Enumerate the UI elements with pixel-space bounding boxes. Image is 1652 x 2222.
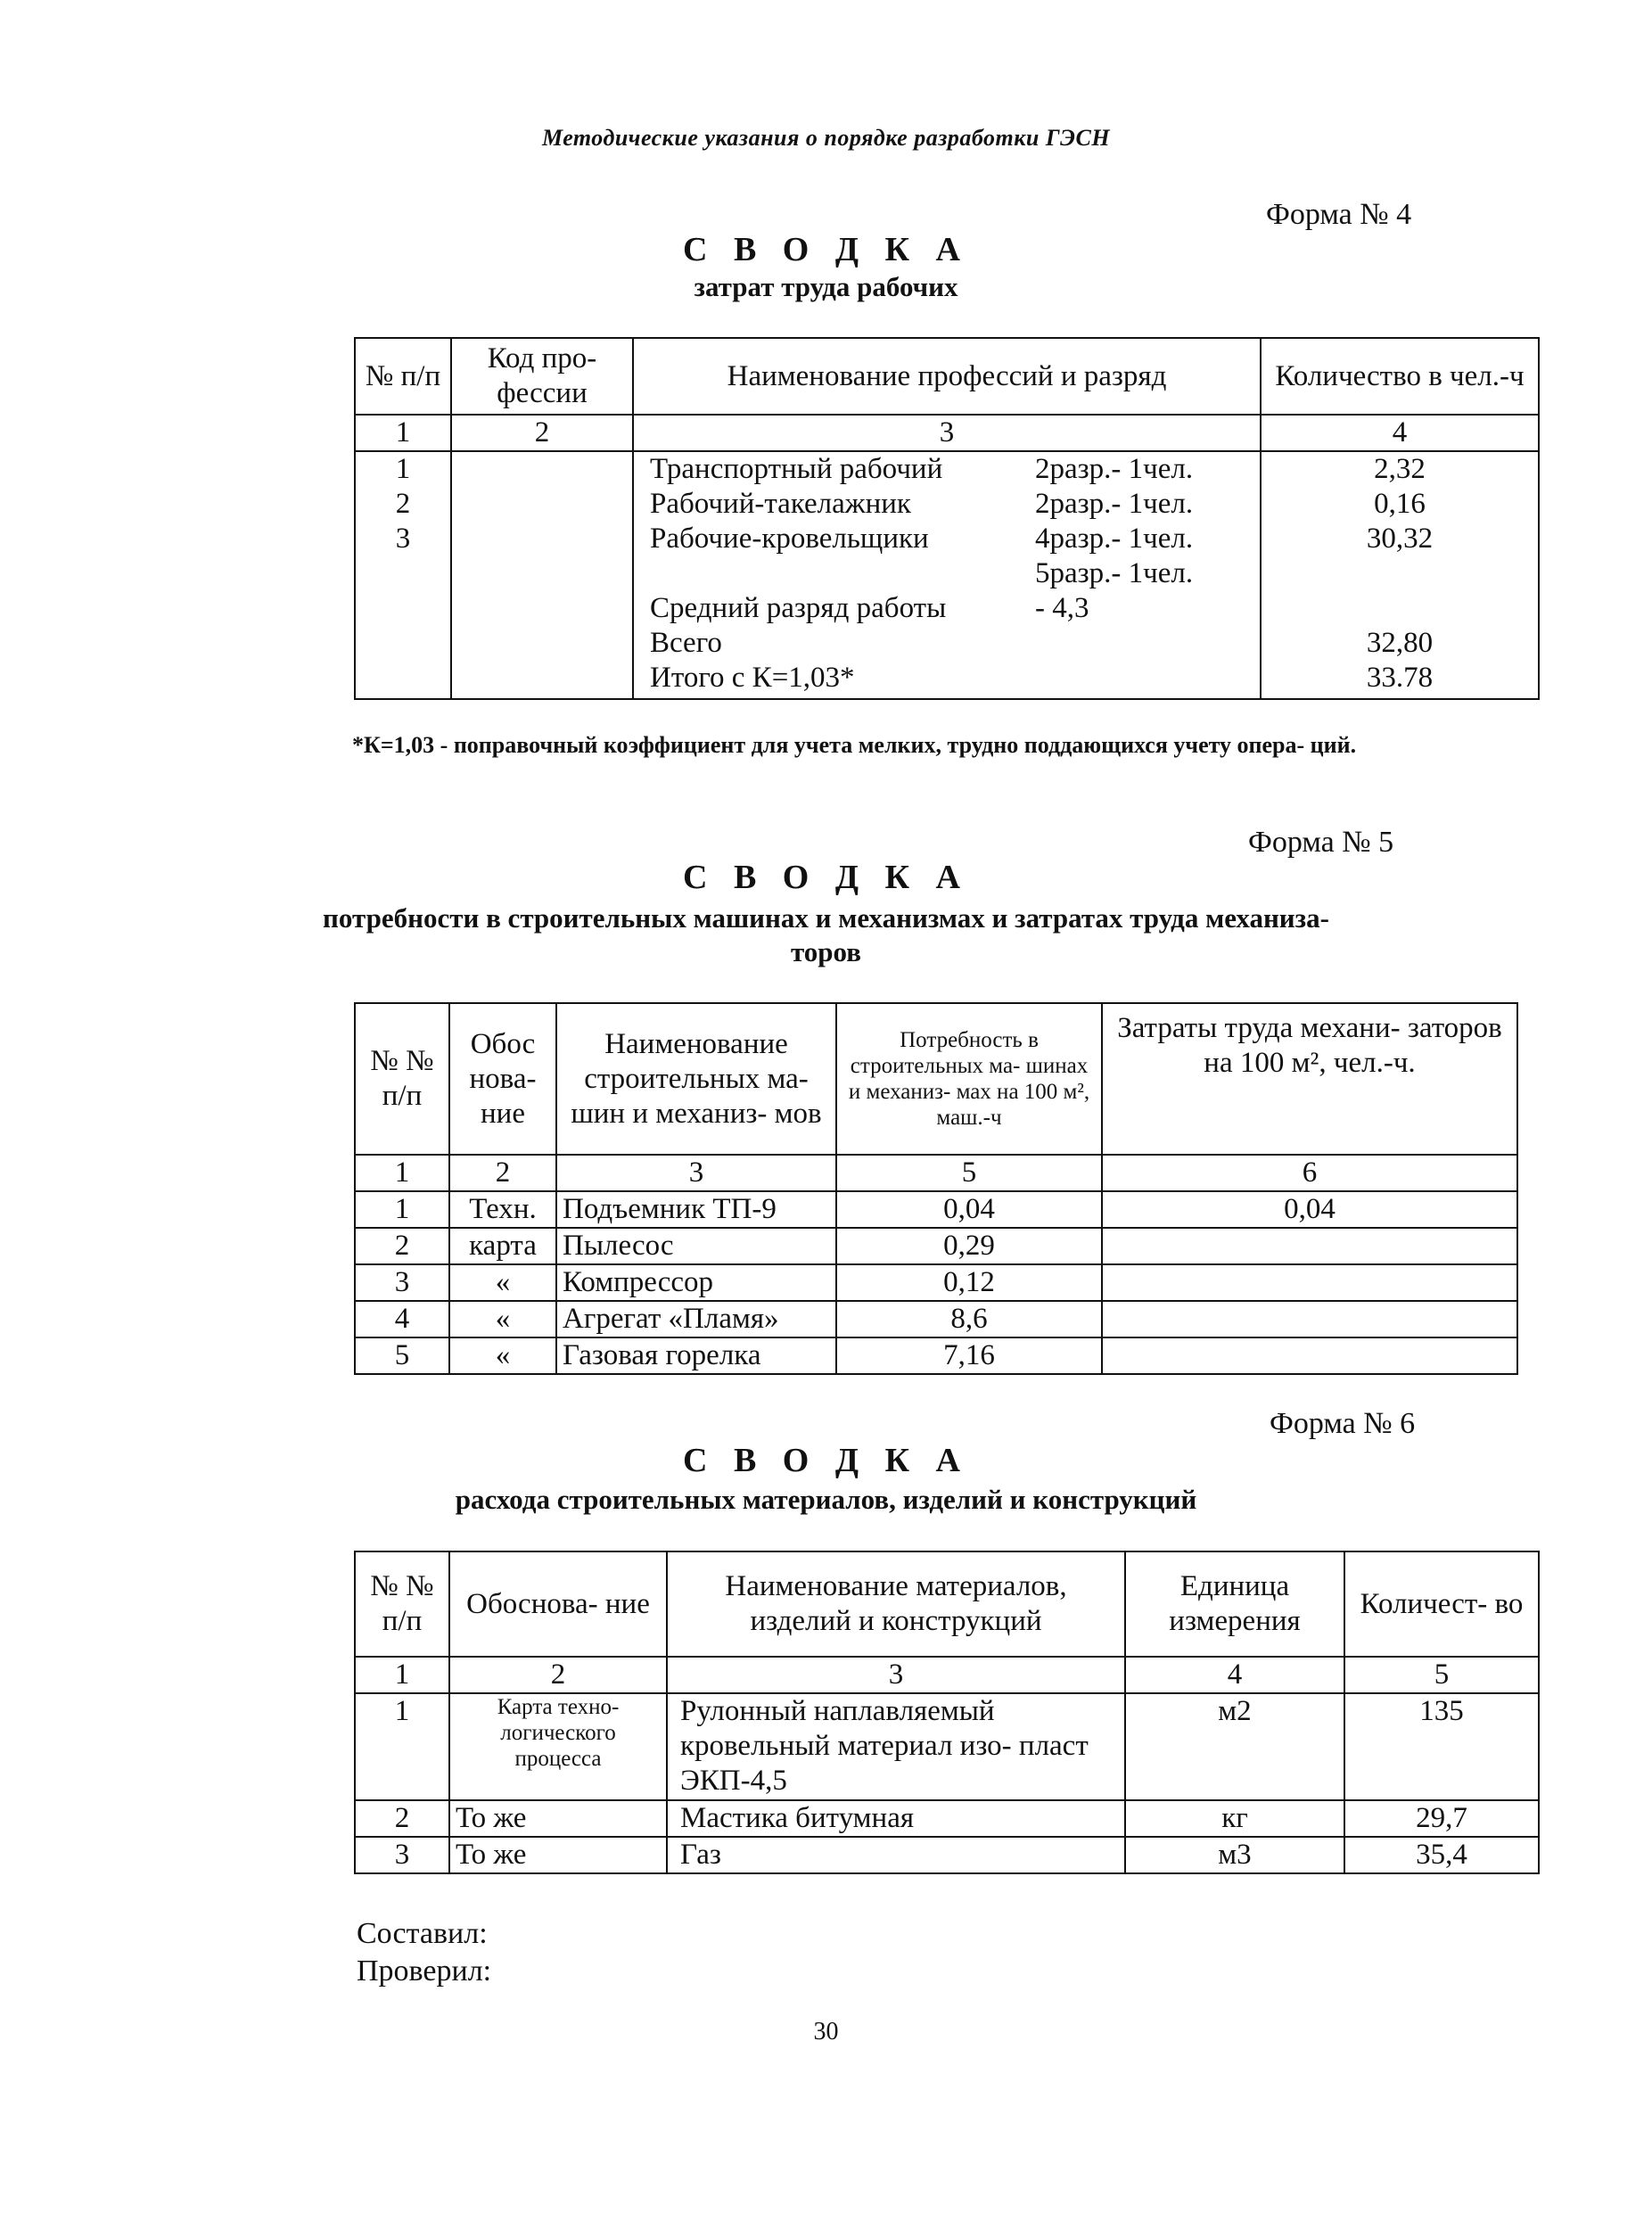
form6-row-num: 2: [355, 1800, 449, 1837]
form5-row-labor: 0,04: [1102, 1191, 1517, 1228]
form6-row-basis: Карта техно- логического процесса: [449, 1693, 667, 1800]
form5-row-name: Агрегат «Пламя»: [556, 1301, 836, 1337]
form4-header-qty: Количество в чел.-ч: [1261, 338, 1539, 415]
form4-table: [354, 337, 1540, 700]
form4-grade: 4разр.- 1чел.: [1035, 523, 1194, 555]
form5-row-labor: [1102, 1337, 1517, 1374]
form5-row-name: Газовая горелка: [556, 1337, 836, 1374]
signature-composed: Составил:: [357, 1917, 488, 1950]
form5-row-need: 0,04: [836, 1191, 1102, 1228]
form5-row-num: 1: [355, 1191, 449, 1228]
form5-row-labor: [1102, 1228, 1517, 1264]
table-row: [355, 1228, 1517, 1264]
form6-row-unit: кг: [1125, 1800, 1344, 1837]
form6-row-unit: м3: [1125, 1837, 1344, 1873]
form5-colnum: 1: [355, 1155, 449, 1191]
form5-header-need: Потребность в строительных ма- шинах и механиз- мах на 100 м², маш.-ч: [836, 1003, 1102, 1155]
form5-row-need: 0,29: [836, 1228, 1102, 1264]
form5-header-basis: Обос нова- ние: [449, 1003, 556, 1155]
footnote: *К=1,03 - поправочный коэффициент для учета мелких, трудно поддающихся учету опера- ций.: [352, 732, 1357, 758]
form4-header-code: Код про- фессии: [451, 338, 633, 415]
running-header: Методические указания о порядке разработки ГЭСН: [541, 125, 1111, 151]
form5-row-labor: [1102, 1301, 1517, 1337]
form4-total-label: Всего: [650, 627, 722, 659]
table-row: [355, 1800, 1539, 1837]
form5-row-num: 3: [355, 1264, 449, 1301]
form6-colnum: 4: [1125, 1657, 1344, 1693]
form4-profession: Рабочие-кровельщики: [650, 523, 929, 555]
form6-header-unit: Единица измерения: [1125, 1551, 1344, 1657]
form5-colnum: 2: [449, 1155, 556, 1191]
form4-qty: 0,16: [1374, 488, 1426, 520]
form6-row-name: Рулонный наплавляемый кровельный материал изо- пласт ЭКП-4,5: [667, 1693, 1125, 1800]
form6-row-num: 1: [355, 1693, 449, 1800]
form5-row-basis: «: [449, 1301, 556, 1337]
form4-row-num: 3: [395, 523, 411, 555]
form5-row-name: Пылесос: [556, 1228, 836, 1264]
form5-subtitle-line2: торов: [790, 936, 862, 967]
form6-row-basis: То же: [449, 1837, 667, 1873]
form4-grade: 2разр.- 1чел.: [1035, 488, 1194, 520]
form4-qty: 30,32: [1366, 523, 1434, 555]
form6-row-qty: 35,4: [1344, 1837, 1539, 1873]
form5-subtitle-line1: потребности в строительных машинах и механизмах и затратах труда механиза-: [323, 902, 1329, 934]
form4-profession: Рабочий-такелажник: [650, 488, 911, 520]
form4-grade: 2разр.- 1чел.: [1035, 453, 1194, 485]
form6-row-qty: 29,7: [1344, 1800, 1539, 1837]
form4-row-num: 2: [395, 488, 411, 520]
form4-qty: 32,80: [1366, 627, 1434, 659]
form4-row-num: 1: [395, 453, 411, 485]
form5-header-labor: Затраты труда механи- заторов на 100 м², чел.-ч.: [1102, 1003, 1517, 1155]
form4-code-cell: [451, 451, 633, 699]
form5-header-name: Наименование строительных ма- шин и механиз- мов: [556, 1003, 836, 1155]
table-row: [355, 1337, 1517, 1374]
form5-row-basis: карта: [449, 1228, 556, 1264]
form4-title: С В О Д К А: [683, 231, 969, 268]
form5-label: Форма № 5: [1248, 826, 1394, 859]
form5-row-num: 2: [355, 1228, 449, 1264]
form6-colnum: 1: [355, 1657, 449, 1693]
page-number: 30: [813, 2018, 839, 2045]
form5-header-num: № № п/п: [355, 1003, 449, 1155]
table-row: [355, 1301, 1517, 1337]
form5-row-labor: [1102, 1264, 1517, 1301]
form6-header-num: № № п/п: [355, 1551, 449, 1657]
form5-row-basis: «: [449, 1337, 556, 1374]
form6-row-basis: То же: [449, 1800, 667, 1837]
form4-label: Форма № 4: [1266, 198, 1412, 231]
form5-row-num: 5: [355, 1337, 449, 1374]
form6-colnum: 2: [449, 1657, 667, 1693]
form4-num-cell: [355, 451, 451, 699]
form4-qty-cell: [1261, 451, 1539, 699]
form5-colnum: 6: [1102, 1155, 1517, 1191]
form6-table: [354, 1551, 1540, 1874]
form6-row-name: Газ: [667, 1837, 1125, 1873]
form5-row-name: Компрессор: [556, 1264, 836, 1301]
form4-colnum: 1: [355, 415, 451, 451]
form5-table: [354, 1002, 1518, 1375]
form4-header-name: Наименование профессий и разряд: [633, 338, 1261, 415]
form4-grand-total-label: Итого с К=1,03*: [650, 662, 855, 694]
form6-label: Форма № 6: [1270, 1407, 1416, 1440]
form4-average-grade-label: Средний разряд работы: [650, 592, 947, 624]
form6-header-qty: Количест- во: [1344, 1551, 1539, 1657]
table-row: [355, 1264, 1517, 1301]
form4-colnum: 3: [633, 415, 1261, 451]
form4-average-grade-value: - 4,3: [1035, 592, 1089, 624]
form4-subtitle: затрат труда рабочих: [694, 271, 958, 302]
form6-row-qty: 135: [1344, 1693, 1539, 1800]
form6-row-name: Мастика битумная: [667, 1800, 1125, 1837]
form4-qty: 2,32: [1374, 453, 1426, 485]
form5-row-need: 7,16: [836, 1337, 1102, 1374]
form5-row-need: 8,6: [836, 1301, 1102, 1337]
form4-profession: Транспортный рабочий: [650, 453, 943, 485]
form6-row-unit: м2: [1125, 1693, 1344, 1800]
form6-colnum: 5: [1344, 1657, 1539, 1693]
form4-colnum: 2: [451, 415, 633, 451]
form5-row-name: Подъемник ТП-9: [556, 1191, 836, 1228]
form4-name-cell: [633, 451, 1261, 699]
form4-qty: [1267, 556, 1533, 591]
form6-row-num: 3: [355, 1837, 449, 1873]
form4-qty: 33.78: [1366, 662, 1434, 694]
form6-header-basis: Обоснова- ние: [449, 1551, 667, 1657]
form6-colnum: 3: [667, 1657, 1125, 1693]
form5-row-basis: Техн.: [449, 1191, 556, 1228]
form4-qty: [1267, 591, 1533, 626]
form6-header-name: Наименование материалов, изделий и конструкций: [667, 1551, 1125, 1657]
table-row: [355, 1837, 1539, 1873]
form4-header-num: № п/п: [355, 338, 451, 415]
table-row: [355, 1693, 1539, 1800]
form5-row-num: 4: [355, 1301, 449, 1337]
form5-title: С В О Д К А: [683, 859, 969, 896]
form5-colnum: 3: [556, 1155, 836, 1191]
form6-title: С В О Д К А: [683, 1442, 969, 1479]
form5-colnum: 5: [836, 1155, 1102, 1191]
form4-grade: 5разр.- 1чел.: [1035, 557, 1194, 589]
form4-colnum: 4: [1261, 415, 1539, 451]
form5-row-need: 0,12: [836, 1264, 1102, 1301]
signature-checked: Проверил:: [357, 1955, 492, 1987]
table-row: [355, 1191, 1517, 1228]
form6-subtitle: расхода строительных материалов, изделий и конструкций: [455, 1484, 1197, 1515]
form5-row-basis: «: [449, 1264, 556, 1301]
